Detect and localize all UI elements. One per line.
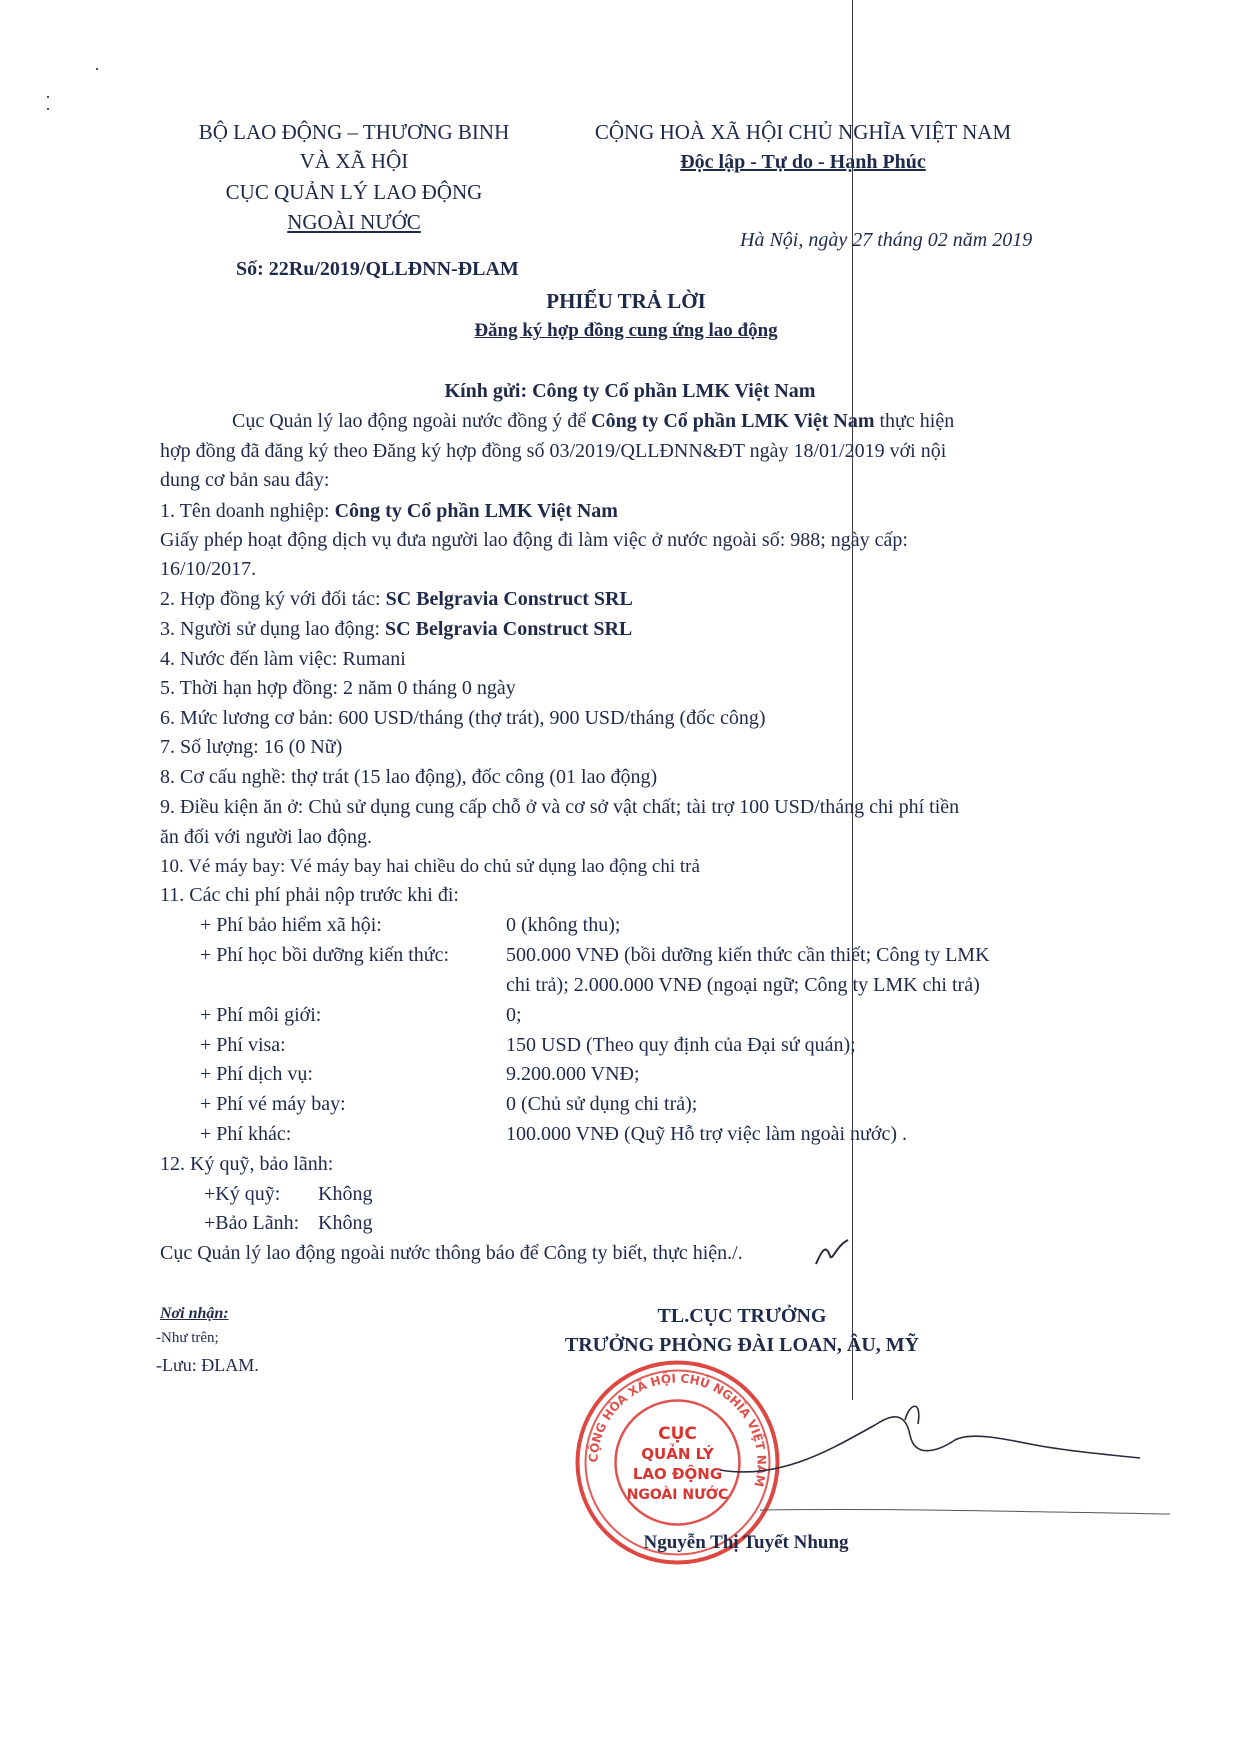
item-7: 7. Số lượng: 16 (0 Nữ)	[160, 736, 343, 758]
stamp-line-1: CỤC	[658, 1424, 697, 1444]
item-12: 12. Ký quỹ, bảo lãnh:	[160, 1153, 334, 1175]
recipient-1: -Như trên;	[156, 1330, 219, 1346]
fee-value: 0;	[506, 1004, 522, 1026]
ministry-line-2: VÀ XÃ HỘI	[299, 149, 409, 173]
item-9-line-2: ăn đối với người lao động.	[160, 826, 372, 848]
department-line-2: NGOÀI NƯỚC	[287, 210, 421, 234]
initials-mark	[812, 1236, 852, 1270]
fee-value: 9.200.000 VNĐ;	[506, 1063, 640, 1085]
item-1: 1. Tên doanh nghiệp: Công ty Cổ phần LMK Việt Nam	[160, 500, 618, 522]
signature-title-2: TRƯỞNG PHÒNG ĐÀI LOAN, ÂU, MỸ	[564, 1334, 920, 1356]
ministry-line-1: BỘ LAO ĐỘNG – THƯƠNG BINH	[198, 120, 510, 144]
stamp-line-2: QUẢN LÝ	[641, 1445, 714, 1463]
recipients-title: Nơi nhận:	[160, 1305, 229, 1322]
deposit-label: +Ký quỹ:	[204, 1183, 281, 1205]
department-line-1: CỤC QUẢN LÝ LAO ĐỘNG	[225, 180, 483, 204]
intro-line-2: hợp đồng đã đăng ký theo Đăng ký hợp đồng số 03/2019/QLLĐNN&ĐT ngày 18/01/2019 với nội	[160, 440, 947, 462]
item-4: 4. Nước đến làm việc: Rumani	[160, 648, 406, 670]
item-11: 11. Các chi phí phải nộp trước khi đi:	[160, 884, 459, 906]
fee-label: + Phí môi giới:	[200, 1004, 322, 1026]
country-name: CỘNG HOÀ XÃ HỘI CHỦ NGHĨA VIỆT NAM	[594, 120, 1012, 144]
fee-value: 0 (Chủ sử dụng chi trả);	[506, 1093, 698, 1115]
item-8: 8. Cơ cấu nghề: thợ trát (15 lao động), đốc công (01 lao động)	[160, 766, 658, 788]
recipient-2: -Lưu: ĐLAM.	[156, 1355, 259, 1375]
guarantee-value: Không	[318, 1212, 373, 1234]
item-2: 2. Hợp đồng ký với đối tác: SC Belgravia Construct SRL	[160, 588, 633, 610]
fee-value-continued: chi trả); 2.000.000 VNĐ (ngoại ngữ; Công ty LMK chi trả)	[506, 974, 980, 996]
document-subtitle: Đăng ký hợp đồng cung ứng lao động	[474, 320, 778, 341]
scan-dot	[47, 96, 49, 98]
scan-dot	[47, 108, 49, 110]
stamp-ring-text: CỘNG HÒA XÃ HỘI CHỦ NGHĨA VIỆT NAM	[586, 1371, 769, 1489]
stamp-line-4: NGOÀI NƯỚC	[626, 1487, 729, 1503]
national-motto: Độc lập - Tự do - Hạnh Phúc	[680, 151, 926, 173]
fee-label: + Phí visa:	[200, 1034, 286, 1056]
item-9-line-1: 9. Điều kiện ăn ở: Chủ sử dụng cung cấp chỗ ở và cơ sở vật chất; tài trợ 100 USD/tháng chi phí tiền	[160, 796, 960, 818]
fee-label: + Phí học bồi dưỡng kiến thức:	[200, 944, 450, 966]
scan-artifact-line	[852, 0, 853, 1400]
fee-value: 150 USD (Theo quy định của Đại sứ quán);	[506, 1034, 856, 1056]
closing-sentence: Cục Quản lý lao động ngoài nước thông báo để Công ty biết, thực hiện./.	[160, 1242, 743, 1264]
fee-value: 500.000 VNĐ (bồi dưỡng kiến thức cần thiết; Công ty LMK	[506, 944, 990, 966]
deposit-value: Không	[318, 1183, 373, 1205]
intro-line-1: Cục Quản lý lao động ngoài nước đồng ý để Công ty Cổ phần LMK Việt Nam thực hiện	[232, 410, 955, 432]
scan-dot	[96, 68, 98, 70]
item-6: 6. Mức lương cơ bản: 600 USD/tháng (thợ trát), 900 USD/tháng (đốc công)	[160, 707, 766, 729]
document-number: Số: 22Ru/2019/QLLĐNN-ĐLAM	[236, 258, 519, 280]
license-line-2: 16/10/2017.	[160, 558, 257, 580]
fee-value: 0 (không thu);	[506, 914, 621, 936]
guarantee-label: +Bảo Lãnh:	[204, 1212, 300, 1234]
fee-label: + Phí khác:	[200, 1123, 292, 1145]
item-5: 5. Thời hạn hợp đồng: 2 năm 0 tháng 0 ngày	[160, 677, 516, 699]
intro-line-3: dung cơ bản sau đây:	[160, 469, 330, 491]
stamp-line-3: LAO ĐỘNG	[632, 1465, 723, 1483]
place-date: Hà Nội, ngày 27 tháng 02 năm 2019	[740, 229, 1033, 251]
fee-label: + Phí vé máy bay:	[200, 1093, 346, 1115]
item-10: 10. Vé máy bay: Vé máy bay hai chiều do chủ sử dụng lao động chi trả	[160, 856, 700, 877]
item-3: 3. Người sử dụng lao động: SC Belgravia Construct SRL	[160, 618, 633, 640]
handwritten-signature	[700, 1380, 1180, 1530]
fee-label: + Phí dịch vụ:	[200, 1063, 313, 1085]
document-title: PHIẾU TRẢ LỜI	[546, 289, 706, 313]
signature-title-1: TL.CỤC TRƯỞNG	[657, 1305, 827, 1327]
license-line-1: Giấy phép hoạt động dịch vụ đưa người lao động đi làm việc ở nước ngoài số: 988; ngày cấp:	[160, 529, 908, 551]
signer-name: Nguyễn Thị Tuyết Nhung	[643, 1532, 849, 1553]
salutation: Kính gửi: Công ty Cổ phần LMK Việt Nam	[444, 380, 816, 402]
fee-value: 100.000 VNĐ (Quỹ Hỗ trợ việc làm ngoài nước) .	[506, 1123, 907, 1145]
fee-label: + Phí bảo hiểm xã hội:	[200, 914, 382, 936]
